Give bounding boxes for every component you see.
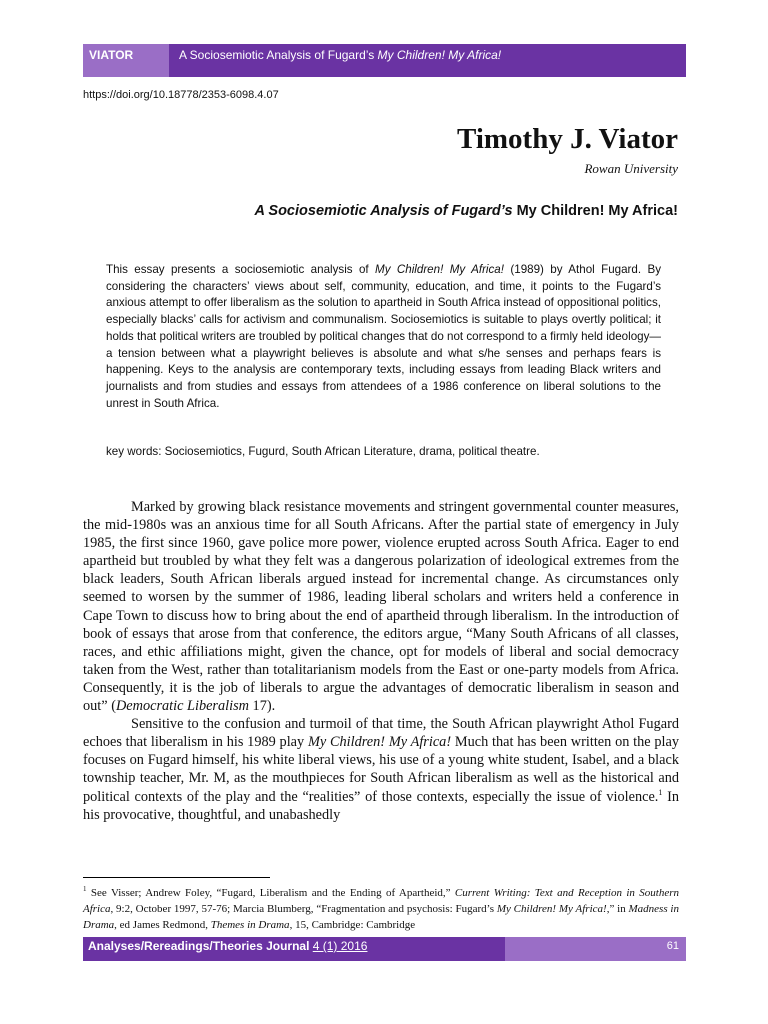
header-author-tag: VIATOR <box>83 44 169 77</box>
header-title <box>179 44 501 66</box>
footnote-italic: Current Writing: Text and Reception in Southern Africa <box>83 887 679 916</box>
paper-title-italic: A Sociosemiotic Analysis of Fugard’s <box>254 203 513 219</box>
body-text-run: Much that has been written on the play focuses on Fugard himself, his white liberal views, his use of a young white student, Isabel, and a black township teacher, Mr. M, as the mouthpieces for South African liberalism as well as the historical and political contexts of the play and the “realities” of those contexts, especially the issue of violence. <box>83 734 679 805</box>
body-text-run: 17). <box>248 698 276 715</box>
abstract-text: This essay presents a sociosemiotic analysis of <box>106 263 376 276</box>
footnote-text: See Visser; Andrew Foley, “Fugard, Liberalism and the Ending of Apartheid,” <box>86 887 455 899</box>
footnote-italic: My Children! My Africa! <box>496 903 607 916</box>
body-text-run: Marked by growing black resistance movements and stringent governmental counter measures, the mid-1980s was an anxious time for all South Africans. After the partial state of emergency in July 1985, the first since 1960, gave police more power, violence erupted across South Africa. Eager to end apartheid but troubled by what they felt was a dangerous polarization of ideological extremes from the black leaders, South African liberals argued instead for incremental change. As circumstances only seemed to worsen by the summer of 1986, leading liberal scholars and writers held a conference in Cape Town to discuss how to bring about the end of apartheid through liberalism. In the introduction of book of essays that arose from that conference, the editors argue, “Many South Africans of all classes, races, and ethic affiliations might, given the chance, opt for models of liberal and social democracy taken from the West, rather than totalitarianism models from the East or one-party models from Africa. Consequently, it is the job of liberals to argue the advantages of democratic liberalism in season and out” ( <box>83 499 679 715</box>
abstract <box>106 262 661 412</box>
footer-issue-link[interactable]: 4 (1) 2016 <box>312 939 368 953</box>
footnote-text: , 15, Cambridge: Cambridge <box>289 919 416 932</box>
body-paragraph <box>83 498 679 715</box>
footnote-ref[interactable]: 1 <box>658 787 663 797</box>
abstract-play-title: My Children! My Africa! <box>375 263 504 276</box>
footnote-number: 1 <box>83 885 87 893</box>
footnote <box>83 885 679 934</box>
doi-link[interactable]: https://doi.org/10.18778/2353-6098.4.07 <box>83 89 279 101</box>
footnote-divider <box>83 877 270 878</box>
body-paragraph <box>83 715 679 824</box>
footer-journal-name: Analyses/Rereadings/Theories Journal <box>88 939 313 953</box>
author-affiliation: Rowan University <box>584 161 678 176</box>
body-italic: My Children! My Africa! <box>307 734 452 751</box>
footnote-italic: Madness in Drama <box>83 903 679 932</box>
paper-title <box>254 203 678 219</box>
footnote-text: , ed James Redmond, <box>114 919 211 932</box>
paper-title-plain: My Children! My Africa! <box>512 203 678 219</box>
footer-journal <box>83 937 505 961</box>
header-title-text: A Sociosemiotic Analysis of Fugard’s <box>179 48 378 62</box>
running-header <box>83 44 686 77</box>
footnote-text: , 9:2, October 1997, 57-76; Marcia Blumberg, “Fragmentation and psychosis: Fugard’s <box>110 903 497 916</box>
page-number: 61 <box>505 937 686 961</box>
body-text <box>83 498 679 824</box>
body-italic: Democratic Liberalism <box>115 698 249 715</box>
running-footer <box>83 937 686 961</box>
header-title-italic: My Children! My Africa! <box>377 48 502 62</box>
body-text-run: Sensitive to the confusion and turmoil of that time, the South African playwright Athol Fugard echoes that liberalism in his 1989 play <box>83 716 679 751</box>
footnote-text: ,” in <box>606 903 629 916</box>
abstract-text: (1989) by Athol Fugard. By considering the characters’ views about self, community, education, and time, it points to the Fugard’s anxious attempt to offer liberalism as the solution to apartheid in South Africa instead of oppositional politics, especially blacks’ calls for activism and communalism. Sociosemiotics is suitable to plays overtly political; it holds that political writers are troubled by political changes that do not correspond to a firmly held ideology—a tension between what a playwright believes is absolute and what s/he senses and perhaps fears is happening. Keys to the analysis are contemporary texts, including essays from leading Black writers and journalists and from studies and essays from attendees of a 1986 conference on liberal solutions to the unrest in South Africa. <box>106 263 662 410</box>
footnote-italic: Themes in Drama <box>210 919 290 932</box>
author-name: Timothy J. Viator <box>457 123 678 155</box>
body-text-run: In his provocative, thoughtful, and unabashedly <box>83 788 679 823</box>
keywords: key words: Sociosemiotics, Fugurd, South African Literature, drama, political theatre. <box>106 445 540 458</box>
